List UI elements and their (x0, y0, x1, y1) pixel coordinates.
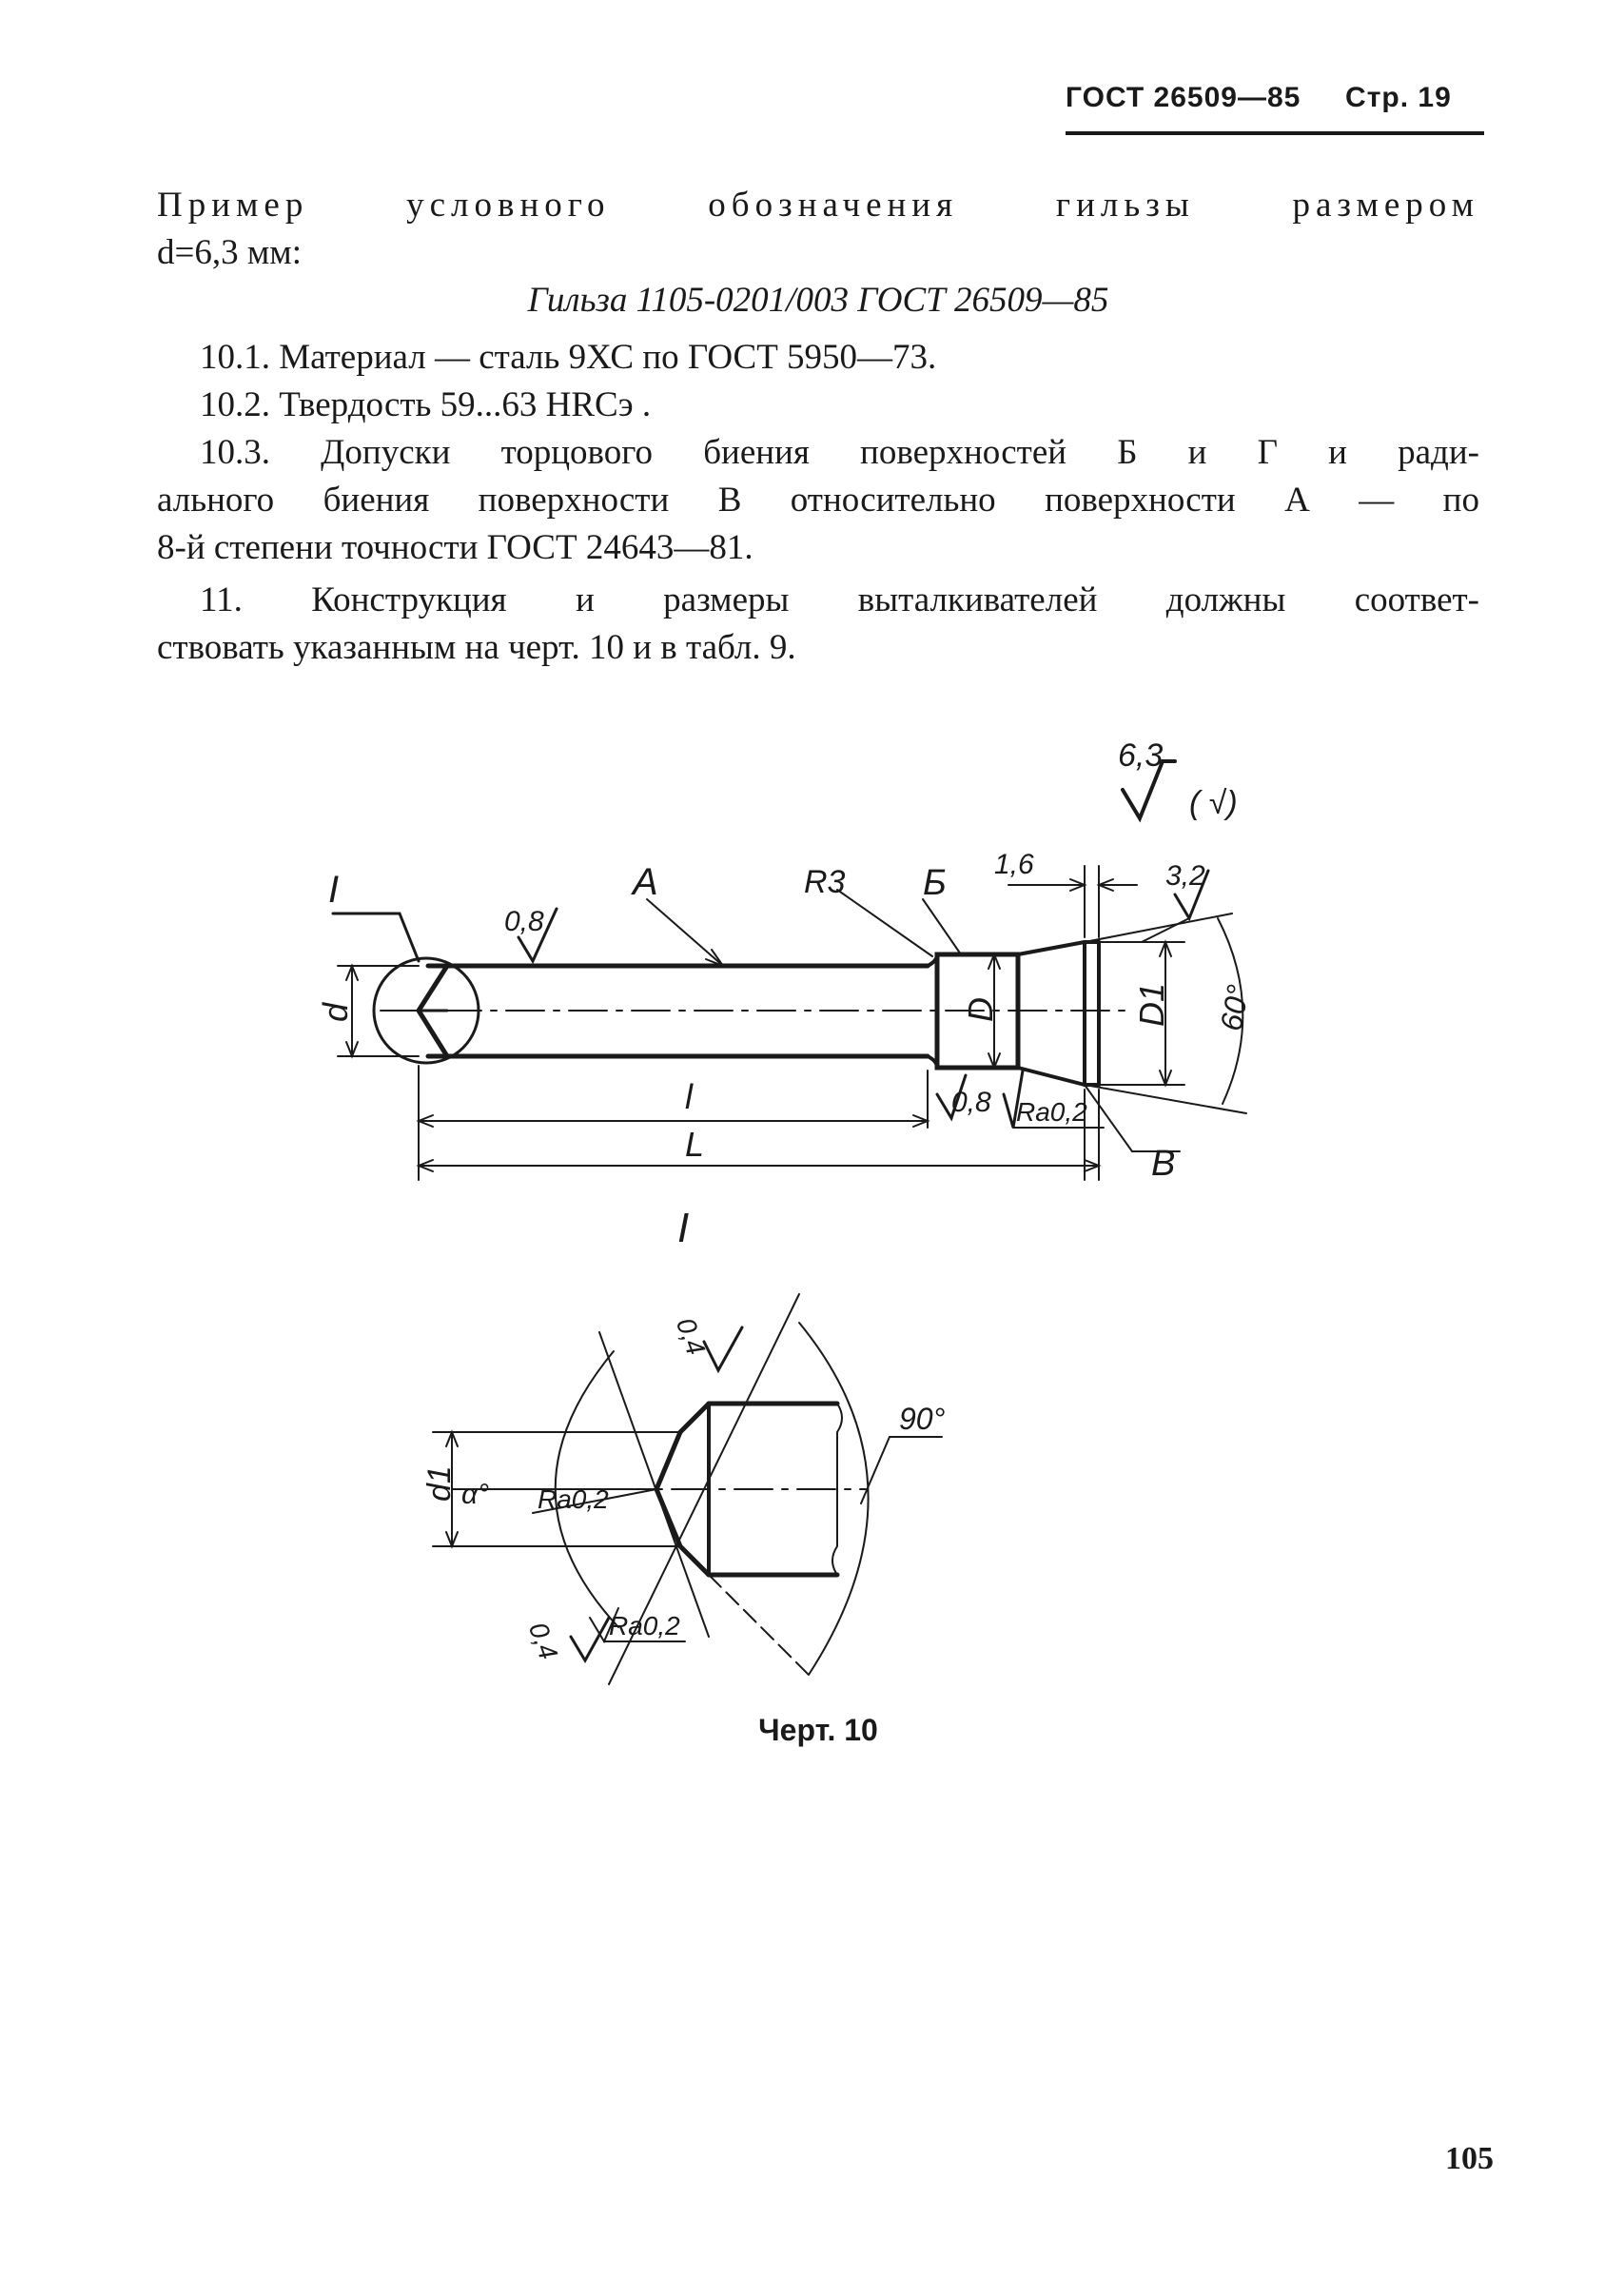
example-line-2: d=6,3 мм: (157, 233, 302, 272)
label-l: l (685, 1077, 693, 1116)
label-detail-I: I (677, 1205, 690, 1251)
label-0-8-bottom: 0,8 (951, 1087, 991, 1118)
item-11-line-1: 11. Конструкция и размеры выталкивателей должны соответ- (200, 580, 1479, 619)
item-10-3-line-1: 10.3. Допуски торцового биения поверхностей Б и Г и ради- (200, 433, 1479, 472)
example-line-1: Пример условного обозначения гильзы размером (157, 186, 1479, 225)
label-D1: D1 (1132, 982, 1171, 1027)
label-detail-d1: d1 (421, 1465, 458, 1502)
label-detail-90: 90° (899, 1402, 946, 1436)
label-view-I: I (328, 869, 340, 911)
page-label: Стр. 19 (1345, 82, 1452, 113)
label-detail-ra-bottom: Ra0,2 (609, 1611, 680, 1640)
label-D: D (961, 997, 1000, 1022)
item-10-2: 10.2. Твердость 59...63 HRCэ . (200, 385, 652, 424)
label-A: A (633, 861, 658, 903)
label-roughness-general-paren: ( √) (1189, 785, 1238, 821)
standard-number: ГОСТ 26509—85 (1066, 82, 1301, 113)
label-detail-alpha: α° (461, 1479, 490, 1510)
leader-A (647, 899, 723, 966)
label-ra-bottom: Ra0,2 (1016, 1097, 1087, 1127)
label-detail-0-4-top: 0,4 (670, 1313, 712, 1359)
label-0-8-top: 0,8 (504, 906, 544, 937)
label-detail-0-4-bottom: 0,4 (522, 1618, 564, 1663)
label-3-2: 3,2 (1165, 860, 1205, 892)
item-10-3-line-2: ального биения поверхности В относительно поверхности А — по (157, 481, 1479, 520)
leader-B (923, 899, 961, 954)
label-1-6: 1,6 (994, 849, 1034, 880)
page-number: 105 (1445, 2141, 1494, 2176)
label-V: В (1151, 1144, 1176, 1184)
leader-R3 (837, 890, 932, 956)
designation: Гильза 1105-0201/003 ГОСТ 26509—85 (527, 281, 1109, 320)
figure-caption: Черт. 10 (758, 1713, 878, 1747)
label-d: d (316, 1002, 355, 1022)
label-B: Б (923, 863, 947, 903)
item-11-line-2: ствовать указанным на черт. 10 и в табл. 9. (157, 628, 796, 667)
item-10-1: 10.1. Материал — сталь 9ХС по ГОСТ 5950—73. (200, 338, 937, 377)
label-60: 60° (1213, 982, 1256, 1034)
label-R3: R3 (804, 864, 846, 900)
label-detail-ra-left: Ra0,2 (538, 1484, 609, 1514)
label-roughness-general: 6,3 (1118, 737, 1164, 774)
label-L: L (685, 1125, 705, 1164)
item-10-3-line-3: 8-й степени точности ГОСТ 24643—81. (157, 528, 753, 567)
